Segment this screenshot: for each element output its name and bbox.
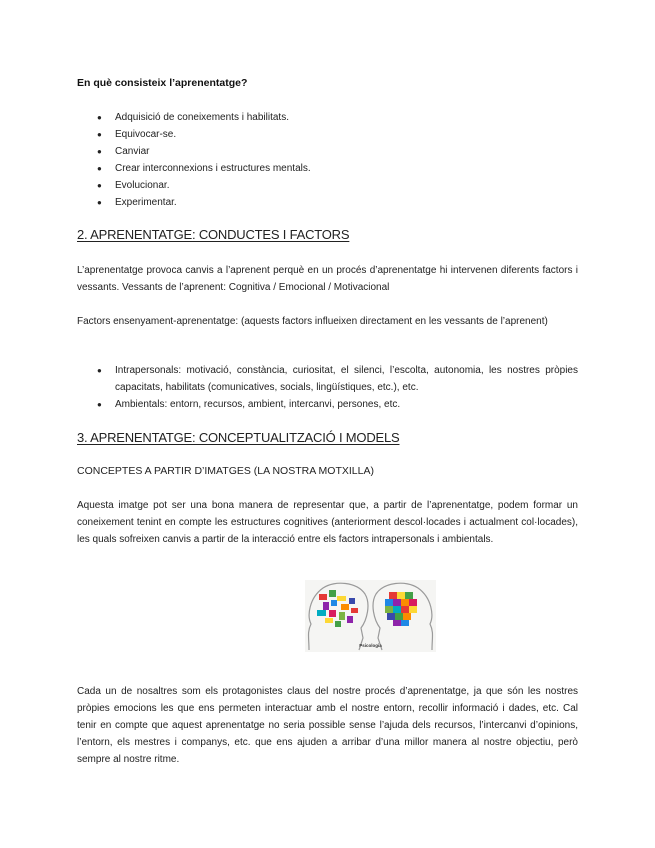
section-3-title: 3. APRENENTATGE: CONCEPTUALITZACIÓ I MODELS — [77, 430, 400, 445]
factors-list — [77, 362, 578, 413]
list-item: ● Ambientals: entorn, recursos, ambient, intercanvi, persones, etc. — [77, 396, 578, 413]
list-item: ● Evolucionar. — [77, 177, 578, 194]
section-3-paragraph-2: Cada un de nosaltres som els protagonistes claus del nostre procés d’aprenentatge, ja que són les nostres pròpies emocions les que ens permeten interactuar amb el nostre entorn, recollir informació i dades, etc. Cal tenir en compte que aquest aprenentatge no seria possible sense l’ajuda dels recursos, l’intercanvi d’opinions, l’entorn, els mestres i companys, etc. que ens ajuden a arribar d’una millor manera al nostre objectiu, però sempre al nostre ritme. — [77, 686, 578, 765]
section-2-paragraph-1: L’aprenentatge provoca canvis a l’aprenent perquè en un procés d’aprenentatge hi intervenen diferents factors i vessants. Vessants de l’aprenent: Cognitiva / Emocional / Motivacional — [77, 265, 578, 293]
list-item: ● Canviar — [77, 143, 578, 160]
section-3-subheading: CONCEPTES A PARTIR D’IMATGES (LA NOSTRA MOTXILLA) — [77, 465, 374, 477]
list-item: ● Intrapersonals: motivació, constància, curiositat, el silenci, l’escolta, autonomia, les nostres pròpies capacitats, habilitats (comunicatives, socials, lingüístiques, etc.), etc. — [77, 362, 578, 396]
list-item: ● Experimentar. — [77, 194, 578, 211]
list-item: ● Adquisició de coneixements i habilitats. — [77, 109, 578, 126]
image-caption: Psicologia — [359, 643, 382, 648]
section-2-title: 2. APRENENTATGE: CONDUCTES I FACTORS — [77, 227, 350, 242]
list-item: ● Crear interconnexions i estructures mentals. — [77, 160, 578, 177]
learning-list — [77, 109, 578, 211]
list-item: ● Equivocar-se. — [77, 126, 578, 143]
section-2-paragraph-2: Factors ensenyament-aprenentatge: (aquests factors influeixen directament en les vessants de l’aprenent) — [77, 316, 548, 327]
section-3-paragraph-1: Aquesta imatge pot ser una bona manera de representar que, a partir de l’aprenentatge, podem formar un coneixement tenint en compte les estructures cognitives (anteriorment descol·locades i actualment col·locades), les quals sofreixen canvis a partir de la interacció entre els factors intrapersonals i ambientals. — [77, 500, 578, 545]
brains-illustration — [305, 580, 436, 652]
question-heading: En què consisteix l’aprenentatge? — [77, 77, 248, 89]
brains-puzzle-image — [305, 580, 436, 652]
